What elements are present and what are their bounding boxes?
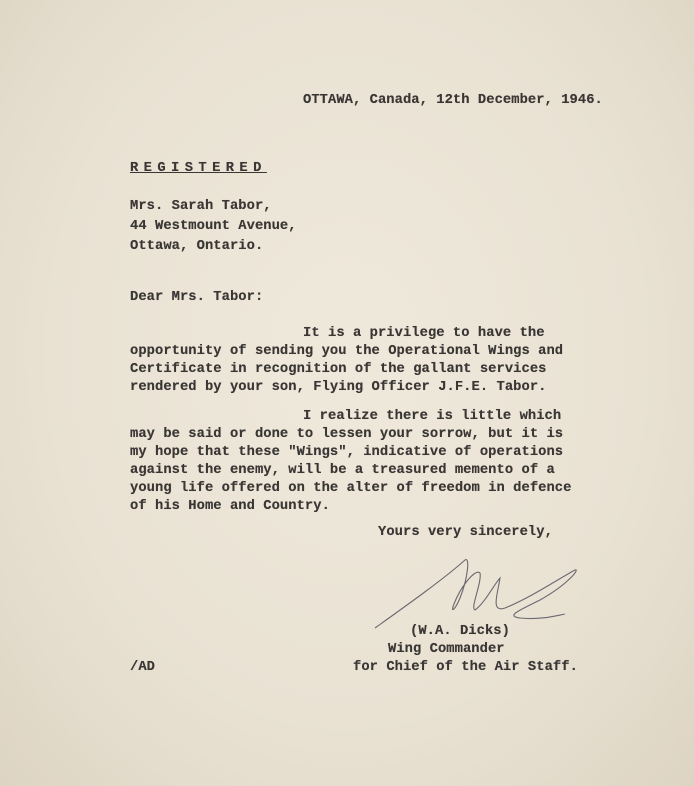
address-line: Ottawa, Ontario. — [130, 239, 264, 254]
signature — [370, 548, 590, 633]
signer-name: (W.A. Dicks) — [410, 624, 510, 639]
paragraph1-line: It is a privilege to have the — [303, 326, 545, 341]
paragraph1-line: opportunity of sending you the Operational Wings and — [130, 344, 564, 359]
signer-for: for Chief of the Air Staff. — [353, 660, 578, 675]
address-line: Mrs. Sarah Tabor, — [130, 199, 272, 214]
closing: Yours very sincerely, — [378, 525, 553, 540]
paragraph1-line: Certificate in recognition of the gallant services — [130, 362, 547, 377]
signer-rank: Wing Commander — [388, 642, 505, 657]
paragraph1-line: rendered by your son, Flying Officer J.F.E. Tabor. — [130, 380, 547, 395]
registered-heading: REGISTERED — [130, 161, 267, 176]
date-line: OTTAWA, Canada, 12th December, 1946. — [303, 93, 603, 108]
paragraph2-line: against the enemy, will be a treasured memento of a — [130, 463, 555, 478]
paragraph2-line: of his Home and Country. — [130, 499, 330, 514]
paragraph2-line: I realize there is little which — [303, 409, 562, 424]
address-line: 44 Westmount Avenue, — [130, 219, 297, 234]
paragraph2-line: may be said or done to lessen your sorrow, but it is — [130, 427, 564, 442]
reference: /AD — [130, 660, 155, 675]
paragraph2-line: young life offered on the alter of freedom in defence — [130, 481, 572, 496]
salutation: Dear Mrs. Tabor: — [130, 290, 264, 305]
paragraph2-line: my hope that these "Wings", indicative of operations — [130, 445, 564, 460]
